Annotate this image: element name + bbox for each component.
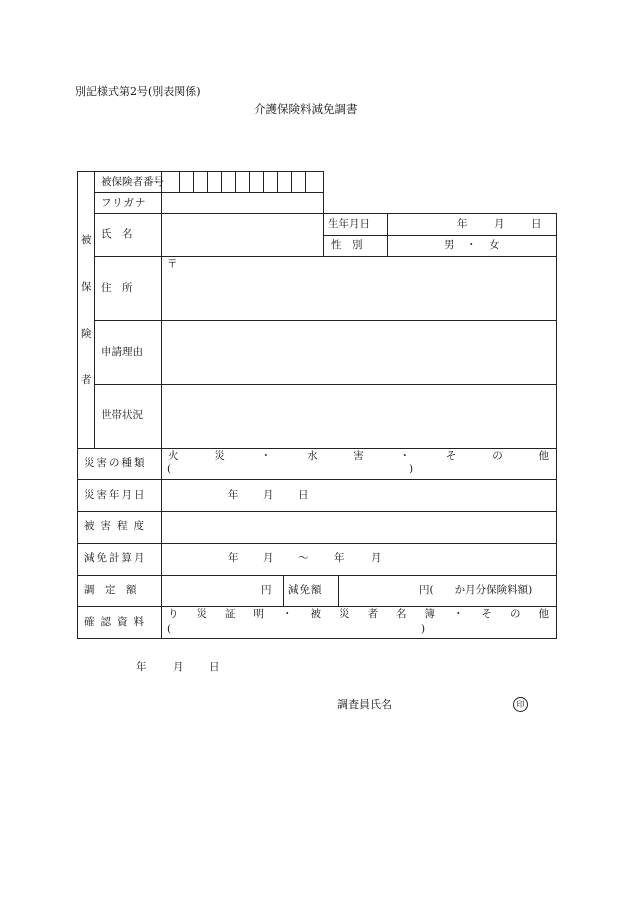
household-label: 世帯状況 bbox=[101, 409, 143, 421]
option-char: 他 bbox=[538, 608, 549, 620]
option-char: ・ bbox=[399, 450, 411, 462]
option-char: 証 bbox=[225, 608, 236, 620]
sex-male: 男 bbox=[444, 239, 455, 251]
disaster-date-month: 月 bbox=[263, 489, 274, 501]
investigator-label: 調査員氏名 bbox=[337, 698, 392, 711]
disaster-date-label: 災害年月日 bbox=[84, 489, 147, 501]
option-char: 被 bbox=[310, 608, 321, 620]
sex-female: 女 bbox=[489, 239, 500, 251]
page-title: 介護保険料減免調書 bbox=[254, 102, 358, 116]
period-month-2: 月 bbox=[371, 552, 382, 564]
option-char: そ bbox=[445, 450, 457, 462]
sex-label: 性 別 bbox=[331, 239, 363, 251]
birthdate-label: 生年月日 bbox=[328, 218, 370, 230]
option-char: 災 bbox=[214, 450, 225, 462]
period-year-2: 年 bbox=[334, 552, 345, 564]
assessed-label: 調 定 額 bbox=[84, 584, 137, 596]
option-char: 簿 bbox=[424, 608, 435, 620]
period-tilde: 〜 bbox=[298, 552, 309, 564]
option-char: 名 bbox=[396, 608, 407, 620]
option-char: 火 bbox=[168, 450, 179, 462]
footer-date-day: 日 bbox=[209, 661, 220, 673]
documents-options bbox=[168, 609, 549, 620]
reduction-unit: 円( か月分保険料額) bbox=[419, 584, 533, 596]
option-char: 者 bbox=[367, 608, 378, 620]
birthdate-month: 月 bbox=[494, 218, 505, 230]
disaster-type-paren-open: ( bbox=[167, 463, 172, 475]
option-char: 災 bbox=[196, 608, 207, 620]
option-char: 水 bbox=[306, 450, 318, 462]
option-char: ・ bbox=[453, 608, 464, 620]
option-char: 害 bbox=[353, 450, 364, 462]
sex-separator: ・ bbox=[466, 239, 477, 251]
address-label: 住 所 bbox=[101, 282, 133, 294]
documents-paren-open: ( bbox=[167, 623, 172, 635]
insured-group-label-4: 者 bbox=[81, 374, 92, 386]
option-char: ・ bbox=[260, 450, 272, 462]
documents-label: 確認資料 bbox=[84, 616, 150, 628]
assessed-unit: 円 bbox=[261, 584, 272, 596]
option-char: り bbox=[168, 608, 179, 620]
insured-number-label: 被保険者番号 bbox=[101, 176, 164, 188]
option-char: 明 bbox=[253, 608, 264, 620]
disaster-date-day: 日 bbox=[298, 489, 309, 501]
postal-mark: 〒 bbox=[167, 258, 178, 270]
insured-group-label-3: 険 bbox=[81, 328, 92, 340]
footer-date-month: 月 bbox=[173, 661, 184, 673]
form-number: 別記様式第2号(別表関係) bbox=[75, 85, 201, 98]
option-char: の bbox=[510, 608, 521, 620]
reason-label: 申請理由 bbox=[101, 346, 143, 358]
name-label: 氏 名 bbox=[101, 228, 133, 240]
disaster-type-options bbox=[168, 451, 549, 462]
option-char: ・ bbox=[282, 608, 293, 620]
option-char: 他 bbox=[538, 450, 549, 462]
footer-date-year: 年 bbox=[136, 661, 147, 673]
documents-paren-close: ) bbox=[421, 623, 426, 635]
disaster-type-paren-close: ) bbox=[409, 463, 414, 475]
period-label: 減免計算月 bbox=[84, 552, 147, 564]
seal-mark: 印 bbox=[513, 697, 528, 712]
birthdate-day: 日 bbox=[531, 218, 542, 230]
disaster-type-label: 災害の種類 bbox=[84, 457, 147, 469]
option-char: 災 bbox=[339, 608, 350, 620]
reduction-label: 減免額 bbox=[288, 584, 323, 596]
furigana-label: フリガナ bbox=[101, 197, 147, 209]
insured-group-label-2: 保 bbox=[81, 281, 92, 293]
birthdate-year: 年 bbox=[457, 218, 468, 230]
insured-group-label-1: 被 bbox=[81, 234, 92, 246]
option-char: の bbox=[492, 450, 503, 462]
option-char: そ bbox=[481, 608, 492, 620]
period-year-1: 年 bbox=[228, 552, 239, 564]
damage-label: 被害程度 bbox=[84, 520, 150, 532]
period-month-1: 月 bbox=[263, 552, 274, 564]
disaster-date-year: 年 bbox=[228, 489, 239, 501]
